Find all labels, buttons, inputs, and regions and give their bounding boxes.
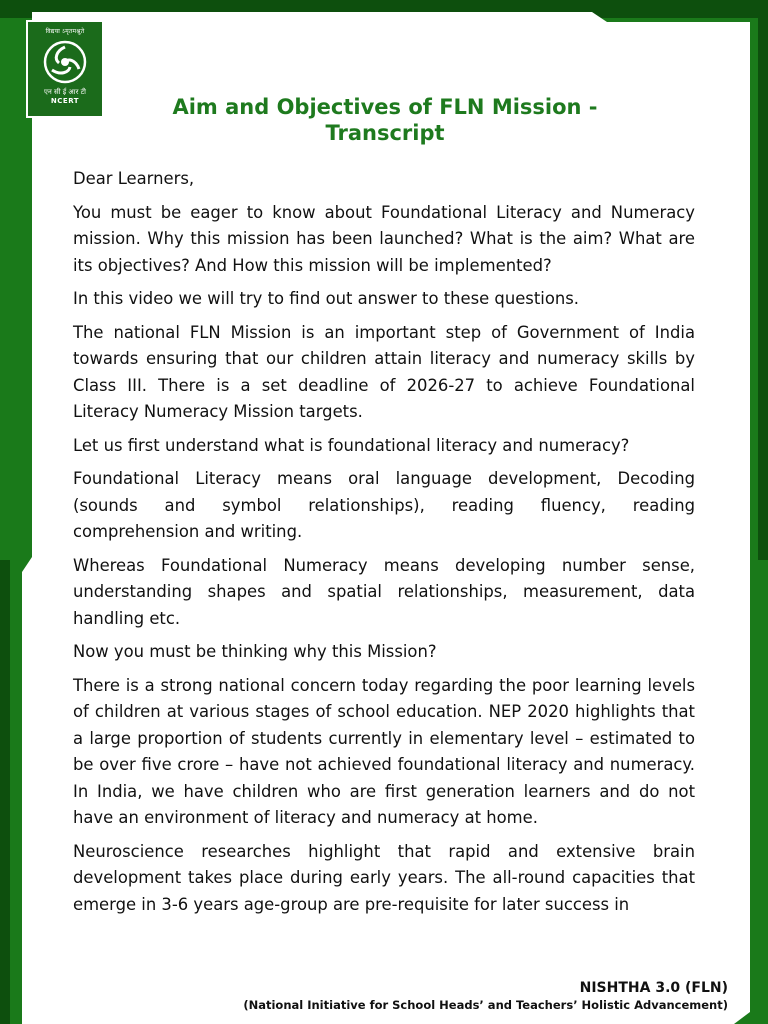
transcript-body	[73, 166, 695, 925]
logo-hindi-name: एन सी ई आर टी	[44, 88, 86, 96]
logo-motto: विद्यया ऽमृतमश्नुते	[45, 28, 85, 35]
logo-english-name: NCERT	[50, 97, 80, 105]
paragraph: There is a strong national concern today regarding the poor learning levels of children at various stages of school education. NEP 2020 highlights that a large proportion of students currently in elementary level – estimated to be over five crore – have not achieved foundational literacy and numeracy. In India, we have children who are first generation learners and do not have an environment of literacy and numeracy at home.	[73, 675, 695, 827]
ncert-emblem-icon	[42, 39, 88, 85]
frame-left-band	[0, 560, 10, 1024]
paragraph: Let us first understand what is foundational literacy and numeracy?	[73, 435, 630, 455]
footer-program-subtitle: (National Initiative for School Heads’ and Teachers’ Holistic Advancement)	[243, 998, 728, 1012]
paragraph: Foundational Literacy means oral language development, Decoding (sounds and symbol relationships), reading fluency, reading comprehension and writing.	[73, 469, 695, 541]
paragraph: The national FLN Mission is an important step of Government of India towards ensuring that our children attain literacy and numeracy skills by Class III. There is a set deadline of 2026-27 to achieve Foundational Literacy Numeracy Mission targets.	[73, 322, 695, 421]
paragraph: Now you must be thinking why this Mission?	[73, 642, 437, 661]
page-title: Aim and Objectives of FLN Mission - Transcript	[172, 95, 598, 145]
ncert-logo	[26, 20, 104, 118]
paragraph: Dear Learners,	[73, 169, 195, 188]
paragraph: In this video we will try to find out answer to these questions.	[73, 289, 579, 308]
frame-right-band	[758, 0, 768, 560]
paragraph: Neuroscience researches highlight that rapid and extensive brain development takes place during early years. The all-round capacities that emerge in 3-6 years age-group are pre-requisite for later success in	[73, 841, 695, 914]
paragraph: Whereas Foundational Numeracy means developing number sense, understanding shapes and spatial relationships, measurement, data handling etc.	[73, 555, 695, 628]
footer-program-title: NISHTHA 3.0 (FLN)	[579, 980, 728, 996]
paragraph: You must be eager to know about Foundational Literacy and Numeracy mission. Why this mission has been launched? What is the aim? What are its objectives? And How this mission will be implemented?	[73, 202, 695, 275]
